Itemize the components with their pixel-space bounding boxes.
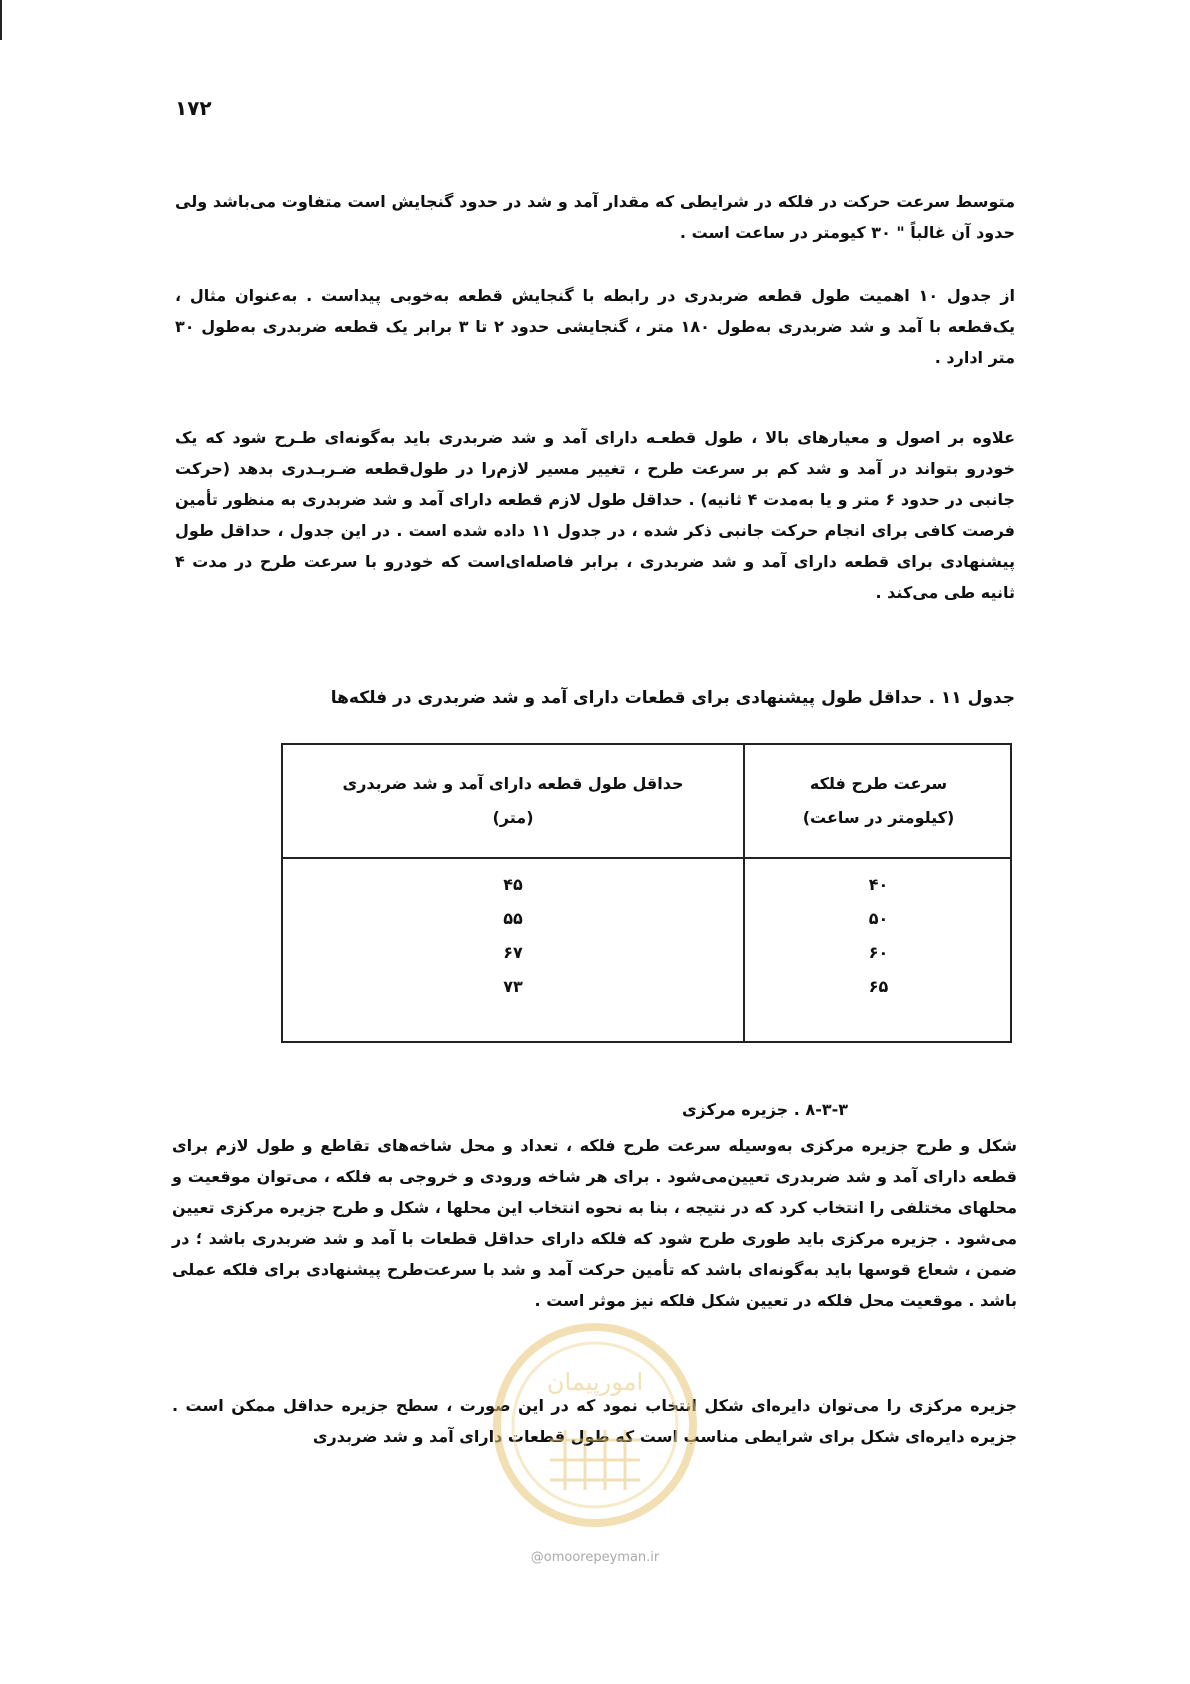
speed-cell: ۶۰: [868, 943, 889, 962]
speed-length-table: [281, 743, 1012, 1043]
length-cell: ۵۵: [503, 909, 523, 928]
length-cell: ۷۳: [503, 977, 523, 996]
speed-cell: ۴۰: [868, 875, 889, 894]
header-speed-unit: (کیلومتر در ساعت): [802, 808, 955, 827]
scan-edge-line: [0, 0, 2, 40]
header-speed: [745, 767, 1012, 835]
paragraph-3: [175, 422, 1015, 608]
paragraph-text: متوسط سرعت حرکت در فلکه در شرایطی که مقدار آمد و شد در حدود گنجایش است متفاوت می‌باشد ولی حدود آن غالباً " ۳۰ کیومتر در ساعت است .: [175, 192, 1015, 242]
speed-cell: ۵۰: [868, 909, 889, 928]
paragraph-text: جزیره مرکزی را می‌توان دایره‌ای شکل انتخاب نمود که در این صورت ، سطح جزیره حداقل ممکن است . جزیره دایره‌ای شکل برای شرایطی مناسب است که طول قطعات دارای آمد و شد ضربدری: [172, 1396, 1017, 1446]
table-row: [283, 977, 1010, 1011]
section-paragraph-1: [172, 1130, 1017, 1316]
paragraph-text: علاوه بر اصول و معیارهای بالا ، طول قطعـه دارای آمد و شد ضربدری باید به‌گونه‌ای طـرح شود که یک خودرو بتواند در آمد و شد کم بر سرعت طرح ، تغییر مسیر لازم‌را در طول‌قطعه ضـربـدری بدهد (حرکت جانبی در حدود ۶ متر و یا به‌مدت ۴ ثانیه) . حداقل طول لازم قطعه دارای آمد و شد ضربدری به منظور تأمین فرصت کافی برای انجام حرکت جانبی ذکر شده ، در جدول ۱۱ داده شده است . در این جدول ، حداقل طول پیشنهادی برای قطعه دارای آمد و شد ضربدری ، برابر فاصله‌ای‌است که خودرو با سرعت طرح در مدت ۴ ثانیه طی می‌کند .: [175, 428, 1016, 602]
header-length: [283, 767, 743, 835]
paragraph-2: [175, 280, 1015, 373]
table-row: [283, 875, 1010, 909]
paragraph-text: شکل و طرح جزیره مرکزی به‌وسیله سرعت طرح فلکه ، تعداد و محل شاخه‌های تقاطع و طول لازم برای قطعه دارای آمد و شد ضربدری تعیین‌می‌شود . برای هر شاخه ورودی و خروجی به فلکه ، می‌توان موقعیت و محلهای مختلفی را انتخاب کرد که در نتیجه ، بنا به نحوه انتخاب این محلها ، شکل و طرح جزیره مرکزی تعیین می‌شود . جزیره مرکزی باید طوری طرح شود که فلکه دارای حداقل قطعات با آمد و شد ضربدری باشد ؛ در ضمن ، شعاع قوسها باید به‌گونه‌ای باشد که تأمین حرکت آمد و شد با سرعت‌طرح پیشنهادی برای فلکه عملی باشد . موقعیت محل فلکه در تعیین شکل فلکه نیز موثر است .: [172, 1136, 1017, 1310]
paragraph-1: [175, 186, 1015, 248]
page-number: ۱۷۲: [175, 96, 212, 120]
watermark-logo: [490, 1320, 700, 1530]
header-speed-title: سرعت طرح فلکه: [809, 774, 948, 793]
table-row: [283, 943, 1010, 977]
paragraph-text: از جدول ۱۰ اهمیت طول قطعه ضربدری در رابطه با گنجایش قطعه به‌خوبی پیداست . به‌عنوان مثال ، یک‌قطعه با آمد و شد ضربدری به‌طول ۱۸۰ متر ، گنجایشی حدود ۲ تا ۳ برابر یک قطعه ضربدری به‌طول ۳۰ متر ادارد .: [175, 286, 1016, 367]
watermark-url: @omoorepeyman.ir: [530, 1550, 660, 1565]
table-header-row: [283, 745, 1010, 859]
header-length-unit: (متر): [492, 808, 534, 827]
section-heading: ۸-۳-۳ . جزیره مرکزی: [681, 1100, 848, 1119]
length-cell: ۴۵: [503, 875, 523, 894]
speed-cell: ۶۵: [868, 977, 889, 996]
table-caption: جدول ۱۱ . حداقل طول پیشنهادی برای قطعات دارای آمد و شد ضربدری در فلکه‌ها: [330, 688, 1015, 708]
table-row: [283, 909, 1010, 943]
length-cell: ۶۷: [503, 943, 523, 962]
watermark-logo-text: امورپیمان: [546, 1368, 644, 1396]
header-length-title: حداقل طول قطعه دارای آمد و شد ضربدری: [342, 774, 684, 793]
